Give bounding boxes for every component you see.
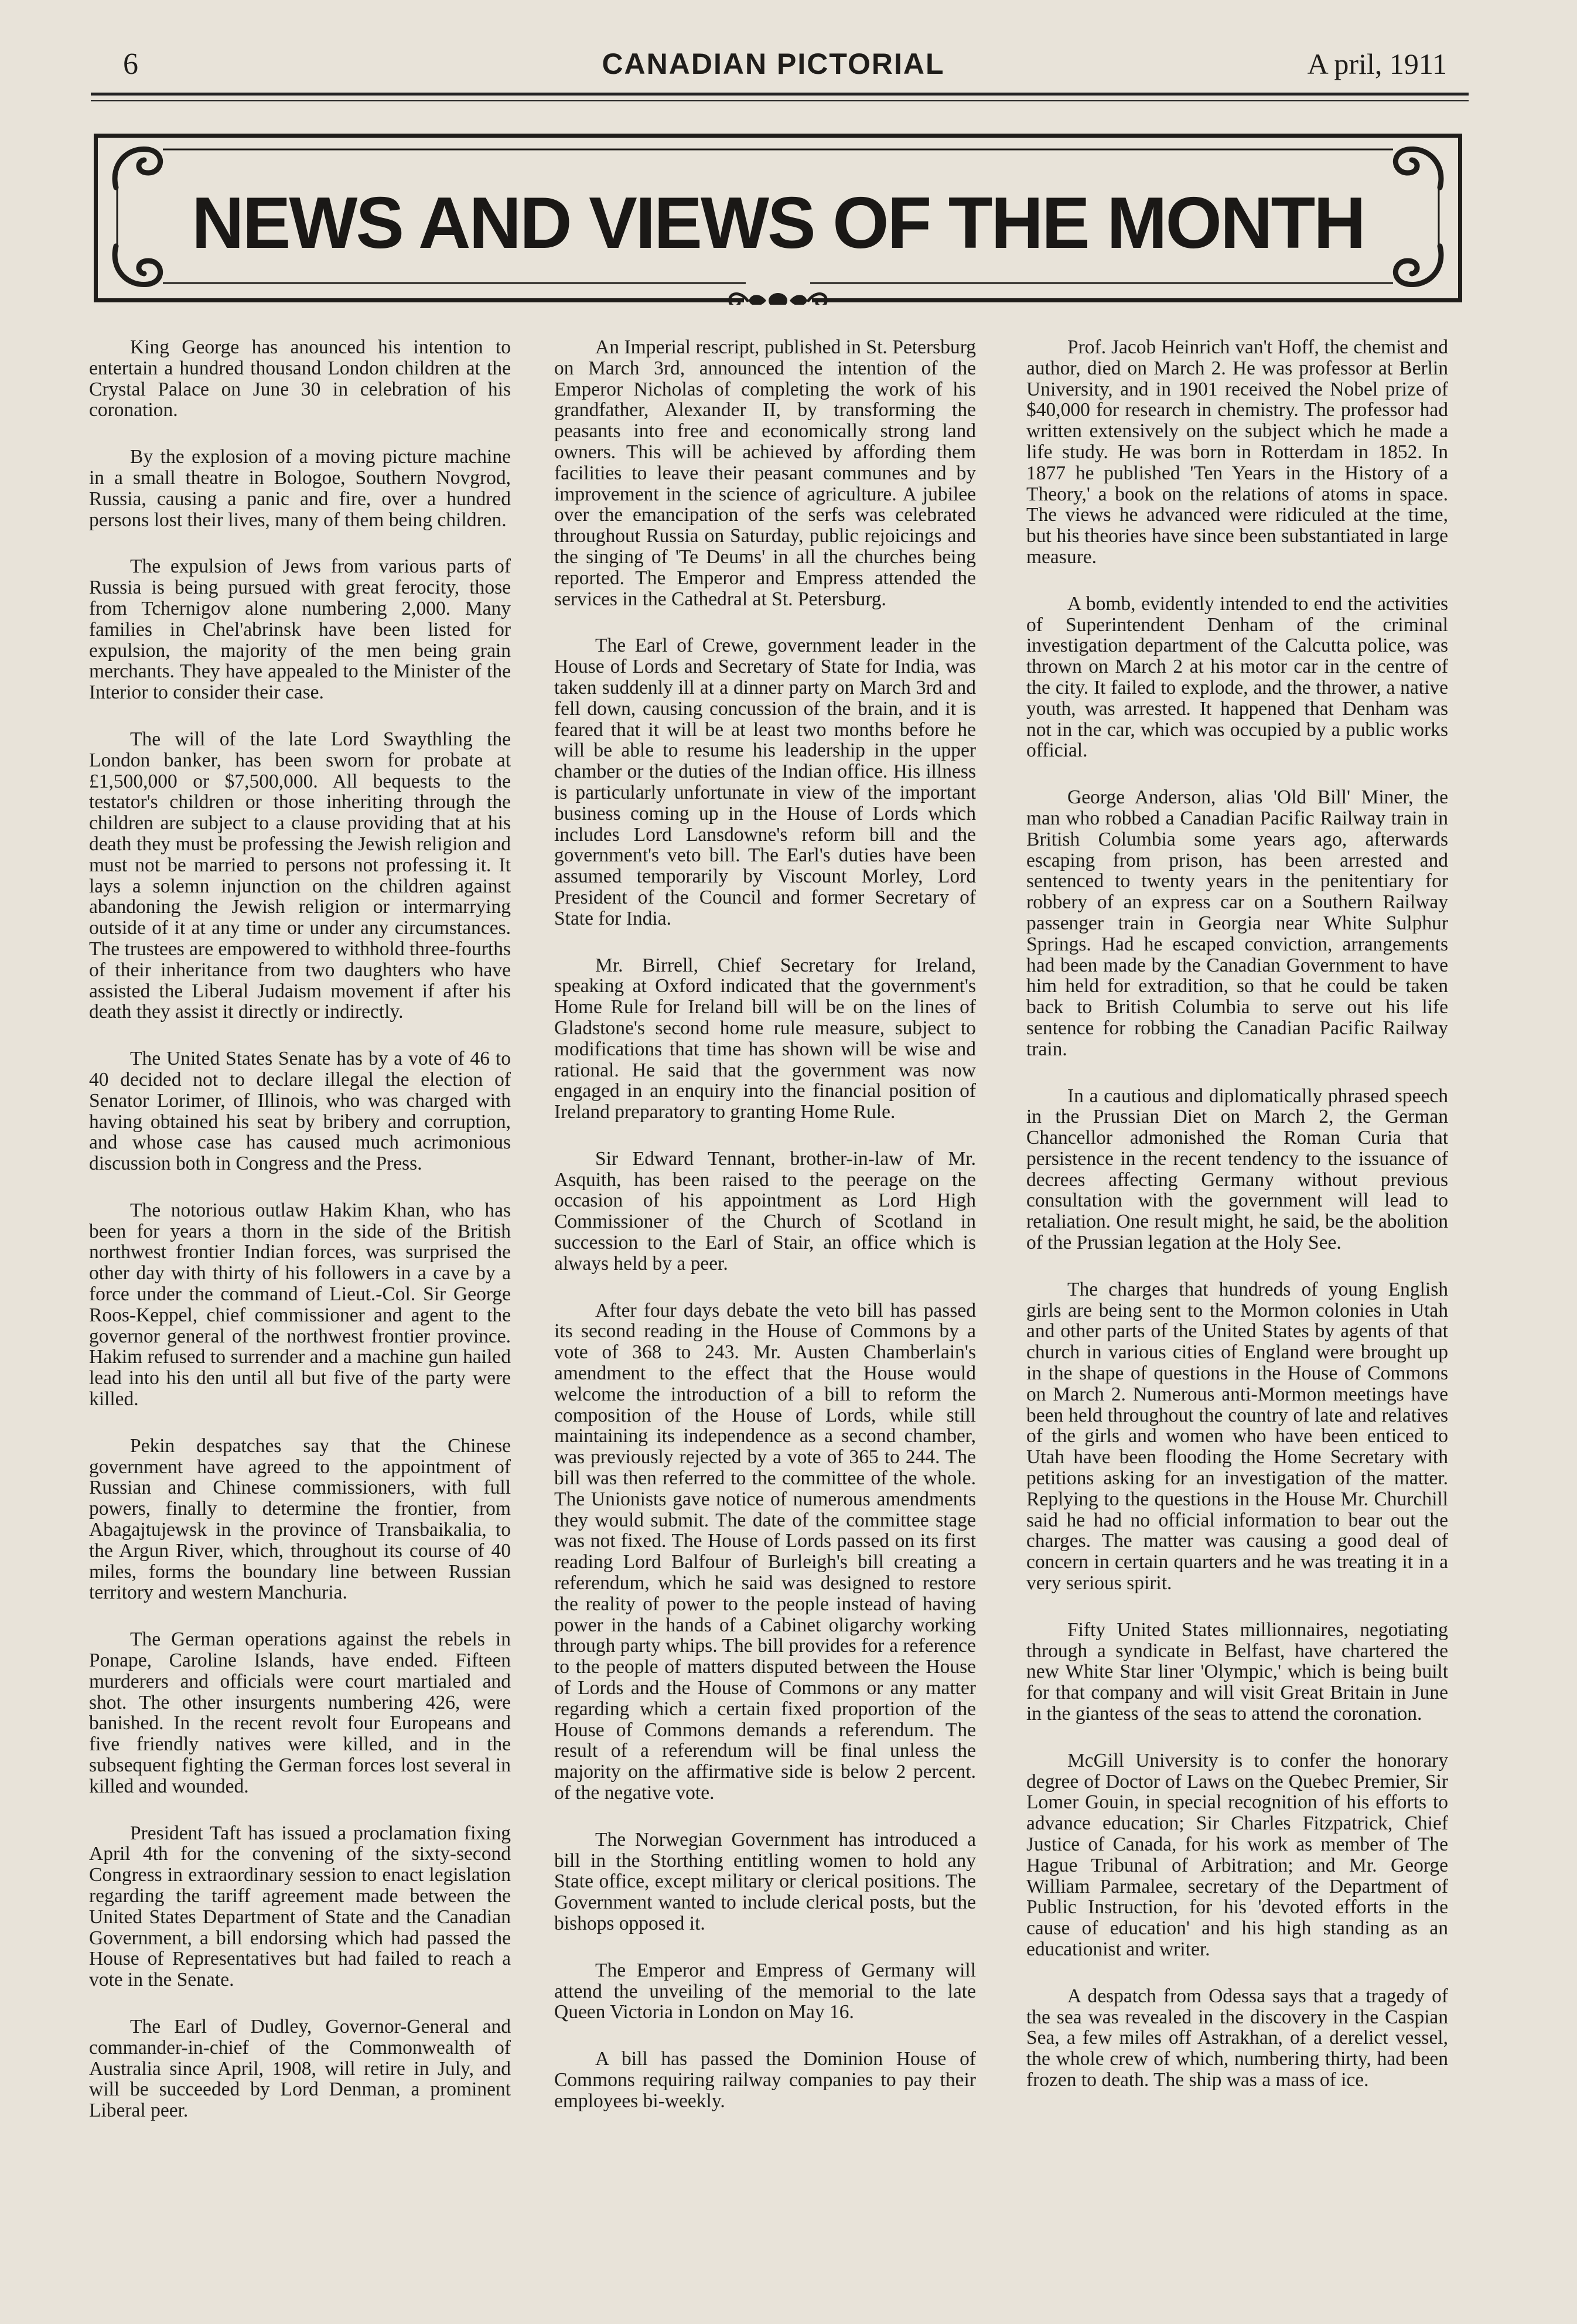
news-item: The United States Senate has by a vote of 46 to 40 decided not to declare illegal the election of Senator Lorimer, of Illinois, who was charged with having obtained his seat by bribery and corruption, and whose case has caused much acrimonious discussion both in Congress and the Press. <box>89 1048 511 1175</box>
news-item: King George has anounced his intention to entertain a hundred thousand London children at the Crystal Palace on June 30 in celebration of his coronation. <box>89 336 511 421</box>
news-item: The Emperor and Empress of Germany will attend the unveiling of the memorial to the late Queen Victoria in London on May 16. <box>554 1959 976 2023</box>
news-item: Pekin despatches say that the Chinese government have agreed to the appointment of Russian and Chinese commissioners, with full powers, finally to determine the frontier, from Abagajtujewsk in the province of Transbaikalia, to the Argun River, which, throughout its course of 40 miles, forms the boundary line between Russian territory and western Manchuria. <box>89 1434 511 1604</box>
news-item: After four days debate the veto bill has passed its second reading in the House of Commons by a vote of 368 to 243. Mr. Austen Chamberlain's amendment to the effect that the House would welcome the introduction of a bill to reform the composition of the House of Lords, while still maintaining its independence as a second chamber, was previously rejected by a vote of 365 to 244. The bill was then referred to the committee of the whole. The Unionists gave notice of numerous amendments they would submit. The date of the committee stage was not fixed. The House of Lords passed on its first reading Lord Balfour of Burleigh's bill creating a referendum, which he said was designed to restore the reality of power to the people instead of having power in the hands of a Cabinet oligarchy working through party whips. The bill provides for a reference to the people of matters disputed between the House of Lords and the House of Commons or any matter regarding which a certain fixed proportion of the House of Commons demands a referendum. The result of a referendum will be final unless the majority on the affirmative side is below 2 percent. of the negative vote. <box>554 1299 976 1804</box>
news-item: President Taft has issued a proclamation fixing April 4th for the convening of the sixty-second Congress in extraordinary session to enact legislation regarding the tariff agreement made between the United States Department of State and the Canadian Government, a bill endorsing which had passed the House of Representatives but had failed to reach a vote in the Senate. <box>89 1822 511 1991</box>
news-item: A despatch from Odessa says that a tragedy of the sea was revealed in the discovery in the Caspian Sea, a few miles off Astrakhan, of a derelict vessel, the whole crew of which, numbering thirty, had been frozen to death. The ship was a mass of ice. <box>1026 1985 1448 2091</box>
news-item: The Earl of Dudley, Governor-General and commander-in-chief of the Commonwealth of Australia since April, 1908, will retire in July, and will be succeeded by Lord Denman, a prominent Liberal peer. <box>89 2015 511 2122</box>
news-item: Prof. Jacob Heinrich van't Hoff, the chemist and author, died on March 2. He was professor at Berlin University, and in 1901 received the Nobel prize of $40,000 for research in chemistry. The professor had written extensively on the subject which he made a life study. He was born in Rotterdam in 1852. In 1877 he published 'Ten Years in the History of a Theory,' a book on the relations of atoms in space. The views he advanced were ridiculed at the time, but his theories have since been substantiated in large measure. <box>1026 336 1448 568</box>
news-item: The will of the late Lord Swaythling the London banker, has been sworn for probate at £1,500,000 or $7,500,000. All bequests to the testator's children or those inheriting through the children are subject to a clause providing that at his death they must be professing the Jewish religion and must not be married to persons not professing it. It lays a solemn injunction on the children against abandoning the Jewish religion or intermarrying outside of it at any time or under any circumstances. The trustees are empowered to withhold three-fourths of their inheritance from two daughters who have assisted the Liberal Judaism movement if after his death they assist it directly or indirectly. <box>89 728 511 1023</box>
column-1 <box>89 337 511 2147</box>
column-3 <box>1026 337 1448 2117</box>
news-item: An Imperial rescript, published in St. Petersburg on March 3rd, announced the intention of the Emperor Nicholas of completing the work of his grandfather, Alexander II, by transforming the peasants into free and economically strong land owners. This will be achieved by affording them facilities to leave their peasant communes and by improvement in the science of agriculture. A jubilee over the emancipation of the serfs was celebrated throughout Russia on Saturday, public rejoicings and the singing of 'Te Deums' in all the churches being reported. The Emperor and Empress attended the services in the Cathedral at St. Petersburg. <box>554 336 976 610</box>
section-banner <box>93 132 1463 305</box>
banner-title: NEWS AND VIEWS OF THE MONTH <box>192 183 1364 264</box>
publication-title: CANADIAN PICTORIAL <box>602 47 945 80</box>
news-item: The Earl of Crewe, government leader in the House of Lords and Secretary of State for India, was taken suddenly ill at a dinner party on March 3rd and fell down, causing concussion of the brain, and it is feared that it will be at least two months before he will be able to resume his leadership in the upper chamber or the duties of the Indian office. His illness is particularly unfortunate in view of the important business coming up in the House of Lords which includes Lord Lansdowne's reform bill and the government's veto bill. The Earl's duties have been assumed temporarily by Viscount Morley, Lord President of the Council and former Secretary of State for India. <box>554 635 976 929</box>
news-item: Fifty United States millionnaires, negotiating through a syndicate in Belfast, have chartered the new White Star liner 'Olympic,' which is being built for that company and will visit Great Britain in June in the giantess of the seas to attend the coronation. <box>1026 1618 1448 1725</box>
news-item: McGill University is to confer the honorary degree of Doctor of Laws on the Quebec Premier, Sir Lomer Gouin, in special recognition of his efforts to advance education; Sir Charles Fitzpatrick, Chief Justice of Canada, for his work as member of The Hague Tribunal of Arbitration; and Mr. George William Parmalee, secretary of the Department of Public Instruction, for his 'devoted efforts in the cause of education' and his high standing as an educationist and writer. <box>1026 1749 1448 1960</box>
news-item: A bill has passed the Dominion House of Commons requiring railway companies to pay their employees bi-weekly. <box>554 2048 976 2112</box>
news-item: George Anderson, alias 'Old Bill' Miner, the man who robbed a Canadian Pacific Railway train in British Columbia some years ago, afterwards escaping from prison, has been arrested and sentenced to twenty years in the penitentiary for robbery of an express car on a Southern Railway passenger train in Georgia near White Sulphur Springs. Had he escaped conviction, arrangements had been made by the Canadian Government to have him held for extradition, so that he could be taken back to British Columbia to serve out his life sentence for robbing the Canadian Pacific Railway train. <box>1026 786 1448 1060</box>
issue-date: A pril, 1911 <box>1307 47 1447 80</box>
news-item: A bomb, evidently intended to end the activities of Superintendent Denham of the criminal investigation department of the Calcutta police, was thrown on March 2 at his motor car in the centre of the city. It failed to explode, and the thrower, a native youth, was arrested. It happened that Denham was not in the car, which was occupied by a public works official. <box>1026 592 1448 762</box>
news-item: The expulsion of Jews from various parts of Russia is being pursued with great ferocity, those from Tchernigov alone numbering 2,000. Many families in Chel'abrinsk have been listed for expulsion, the majority of the men being grain merchants. They have appealed to the Minister of the Interior to consider their case. <box>89 556 511 704</box>
page-header <box>88 47 1459 88</box>
news-item: Sir Edward Tennant, brother-in-law of Mr. Asquith, has been raised to the peerage on the occasion of his appointment as Lord High Commissioner of the Church of Scotland in succession to the Earl of Stair, an office which is always held by a peer. <box>554 1147 976 1275</box>
news-item: The German operations against the rebels in Ponape, Caroline Islands, have ended. Fifteen murderers and officials were court martialed and shot. The other insurgents numbering 426, were banished. In the recent revolt four Europeans and five friendly natives were killed, and in the subsequent fighting the German forces lost several in killed and wounded. <box>89 1628 511 1797</box>
header-rule-thick <box>91 93 1469 96</box>
news-item: The charges that hundreds of young English girls are being sent to the Mormon colonies in Utah and other parts of the United States by agents of that church in various cities of England were brought up in the shape of questions in the House of Commons on March 2. Numerous anti-Mormon meetings have been held throughout the country of late and relatives of the girls and women who have been enticed to Utah have been flooding the Home Secretary with petitions asking for an investigation of the matter. Replying to the questions in the House Mr. Churchill said he had no official information to bear out the charges. The matter was causing a good deal of concern in certain quarters and he was treating it in a very serious spirit. <box>1026 1278 1448 1594</box>
news-item: The Norwegian Government has introduced a bill in the Storthing entitling women to hold any State office, except military or clerical positions. The Government wanted to include clerical posts, but the bishops opposed it. <box>554 1828 976 1934</box>
page-number: 6 <box>123 47 138 81</box>
column-2 <box>554 337 976 2138</box>
news-item: In a cautious and diplomatically phrased speech in the Prussian Diet on March 2, the German Chancellor admonished the Roman Curia that persistence in the recent tendency to the issuance of decrees affecting Germany without previous consultation with the government will lead to retaliation. One result might, he said, be the abolition of the Prussian legation at the Holy See. <box>1026 1085 1448 1254</box>
news-item: Mr. Birrell, Chief Secretary for Ireland, speaking at Oxford indicated that the government's Home Rule for Ireland bill will be on the lines of Gladstone's second home rule measure, subject to modifications that time has shown will be wise and rational. He said that the government was now engaged in an enquiry into the financial position of Ireland preparatory to granting Home Rule. <box>554 954 976 1123</box>
news-item: The notorious outlaw Hakim Khan, who has been for years a thorn in the side of the British northwest frontier Indian forces, was surprised the other day with thirty of his followers in a cave by a force under the command of Lieut.-Col. Sir George Roos-Keppel, chief commissioner and agent to the governor general of the northwest frontier province. Hakim refused to surrender and a machine gun hailed lead into his den until all but five of the party were killed. <box>89 1199 511 1410</box>
news-item: By the explosion of a moving picture machine in a small theatre in Bologoe, Southern Novgrod, Russia, causing a panic and fire, over a hundred persons lost their lives, many of them being children. <box>89 446 511 531</box>
header-rule-thin <box>91 100 1469 101</box>
